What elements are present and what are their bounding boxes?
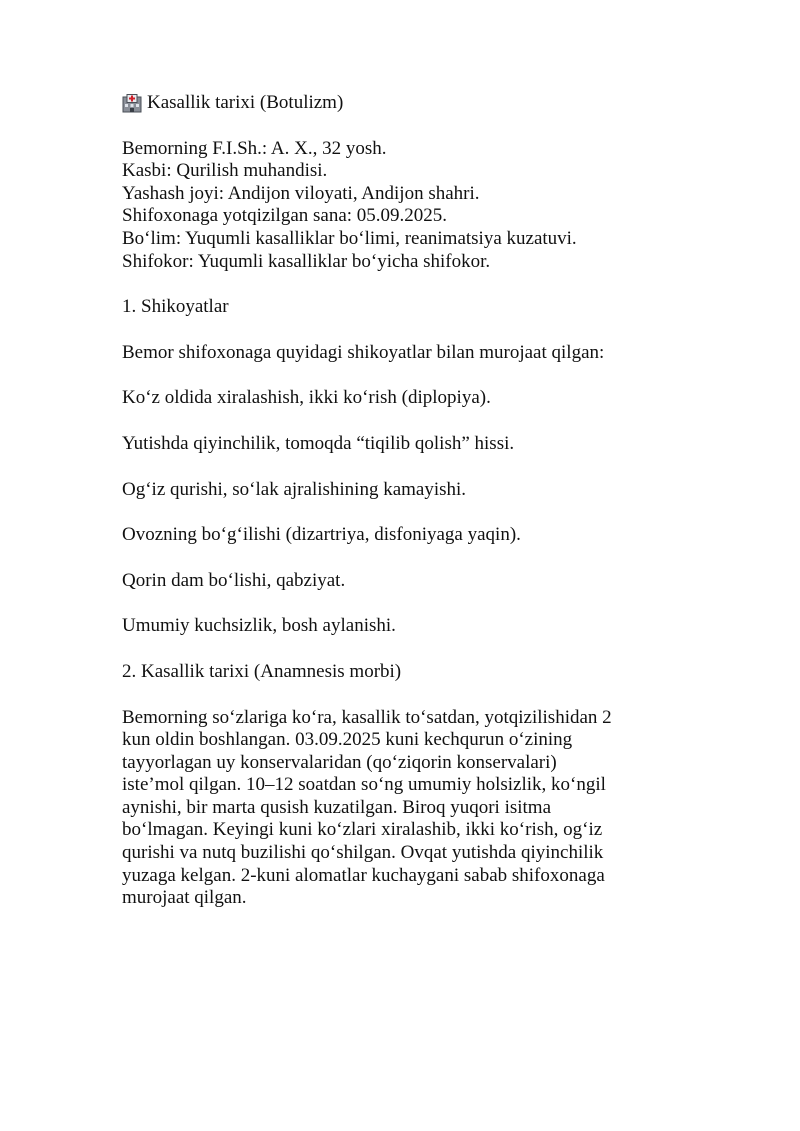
history-line: tayyorlagan uy konservalaridan (qoʻziqorin konservalari) (122, 751, 557, 773)
complaint-item: Umumiy kuchsizlik, bosh aylanishi. (122, 615, 396, 637)
complaint-item: Ovozning boʻgʻilishi (dizartriya, disfoniyaga yaqin). (122, 524, 521, 546)
complaint-item: Yutishda qiyinchilik, tomoqda “tiqilib qolish” hissi. (122, 432, 515, 454)
document-page (122, 92, 722, 910)
history-line: murojaat qilgan. (122, 887, 247, 909)
patient-name-line: Bemorning F.I.Sh.: A. X., 32 yosh. (122, 137, 387, 159)
department-line: Boʻlim: Yuqumli kasalliklar boʻlimi, reanimatsiya kuzatuvi. (122, 227, 577, 249)
section-complaints-heading: 1. Shikoyatlar (122, 296, 229, 318)
history-line: qurishi va nutq buzilishi qoʻshilgan. Ovqat yutishda qiyinchilik (122, 842, 604, 864)
complaints-intro: Bemor shifoxonaga quyidagi shikoyatlar bilan murojaat qilgan: (122, 341, 605, 363)
complaint-item: Koʻz oldida xiralashish, ikki koʻrish (diplopiya). (122, 387, 491, 409)
history-line: kun oldin boshlangan. 03.09.2025 kuni kechqurun oʻzining (122, 729, 573, 751)
history-paragraph (122, 707, 722, 910)
title-row (122, 92, 722, 115)
history-line: isteʼmol qilgan. 10–12 soatdan soʻng umumiy holsizlik, koʻngil (122, 774, 606, 796)
occupation-line: Kasbi: Qurilish muhandisi. (122, 160, 328, 182)
section-history-heading: 2. Kasallik tarixi (Anamnesis morbi) (122, 660, 402, 682)
history-line: yuzaga kelgan. 2-kuni alomatlar kuchaygani sabab shifoxonaga (122, 864, 605, 886)
history-line: Bemorning soʻzlariga koʻra, kasallik toʻsatdan, yotqizilishidan 2 (122, 706, 612, 728)
hospital-icon (122, 94, 142, 113)
history-line: boʻlmagan. Keyingi kuni koʻzlari xiralashib, ikki koʻrish, ogʻiz (122, 819, 603, 841)
complaint-item: Ogʻiz qurishi, soʻlak ajralishining kamayishi. (122, 478, 467, 500)
document-title: Kasallik tarixi (Botulizm) (147, 92, 344, 113)
admission-date-line: Shifoxonaga yotqizilgan sana: 05.09.2025. (122, 205, 448, 227)
history-line: aynishi, bir marta qusish kuzatilgan. Biroq yuqori isitma (122, 796, 552, 818)
residence-line: Yashash joyi: Andijon viloyati, Andijon shahri. (122, 182, 480, 204)
complaint-item: Qorin dam boʻlishi, qabziyat. (122, 569, 346, 591)
patient-info (122, 138, 722, 274)
physician-line: Shifokor: Yuqumli kasalliklar boʻyicha shifokor. (122, 250, 491, 272)
